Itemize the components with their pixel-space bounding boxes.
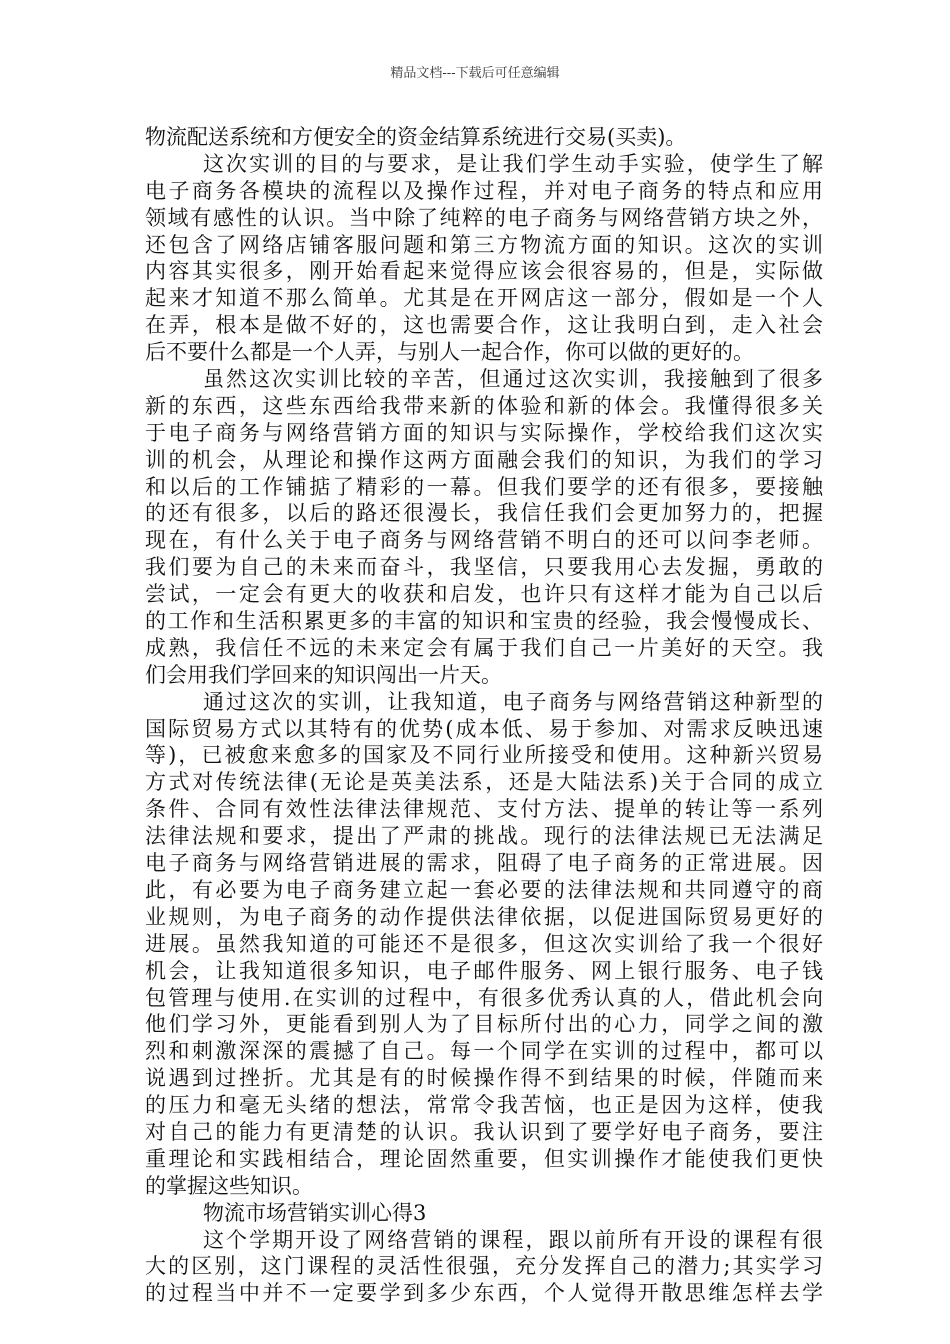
text-line: 法律法规和要求，提出了严肃的挑战。现行的法律法规已无法满足 xyxy=(145,824,823,849)
text-line: 的掌握这些知识。 xyxy=(145,1173,313,1198)
text-line: 现在，有什么关于电子商务与网络营销不明白的还可以问李老师。 xyxy=(145,528,823,553)
text-line: 进展。虽然我知道的可能还不是很多，但这次实训给了我一个很好 xyxy=(145,931,823,956)
text-line: 包管理与使用.在实训的过程中，有很多优秀认真的人，借此机会向 xyxy=(145,985,823,1010)
document-body xyxy=(145,124,823,1307)
text-line: 电子商务与网络营销进展的需求，阻碍了电子商务的正常进展。因 xyxy=(145,851,823,876)
text-line: 在弄，根本是做不好的，这也需要合作，这让我明白到，走入社会 xyxy=(145,313,823,338)
text-line: 他们学习外，更能看到别人为了目标所付出的心力，同学之间的激 xyxy=(145,1012,823,1037)
text-line: 重理论和实践相结合，理论固然重要，但实训操作才能使我们更快 xyxy=(145,1146,823,1171)
text-line: 于电子商务与网络营销方面的知识与实际操作，学校给我们这次实 xyxy=(145,420,823,445)
text-line: 条件、合同有效性法律法律规范、支付方法、提单的转让等一系列 xyxy=(145,797,823,822)
text-line: 后不要什么都是一个人弄，与别人一起合作，你可以做的更好的。 xyxy=(145,340,754,365)
text-line: 们会用我们学回来的知识闯出一片天。 xyxy=(145,662,502,687)
text-line: 训的机会，从理论和操作这两方面融会我们的知识，为我们的学习 xyxy=(145,447,823,472)
section-heading: 物流市场营销实训心得3 xyxy=(203,1200,427,1225)
text-line: 通过这次的实训，让我知道，电子商务与网络营销这种新型的 xyxy=(203,689,823,714)
text-line: 和以后的工作铺掂了精彩的一幕。但我们要学的还有很多，要接触 xyxy=(145,474,823,499)
text-line: 的过程当中并不一定要学到多少东西，个人觉得开散思维怎样去学 xyxy=(145,1281,823,1306)
text-line: 机会，让我知道很多知识，电子邮件服务、网上银行服务、电子钱 xyxy=(145,958,823,983)
text-line: 烈和刺激深深的震撼了自己。每一个同学在实训的过程中，都可以 xyxy=(145,1039,823,1064)
text-line: 内容其实很多，刚开始看起来觉得应该会很容易的，但是，实际做 xyxy=(145,259,823,284)
text-line: 的工作和生活积累更多的丰富的知识和宝贵的经验，我会慢慢成长、 xyxy=(145,609,823,634)
text-line: 成熟，我信任不远的未来定会有属于我们自己一片美好的天空。我 xyxy=(145,635,823,660)
text-line: 业规则，为电子商务的动作提供法律依据，以促进国际贸易更好的 xyxy=(145,904,823,929)
text-line: 说遇到过挫折。尤其是有的时候操作得不到结果的时候，伴随而来 xyxy=(145,1066,823,1091)
text-line: 此，有必要为电子商务建立起一套必要的法律法规和共同遵守的商 xyxy=(145,877,823,902)
text-line: 大的区别，这门课程的灵活性很强，充分发挥自己的潜力;其实学习 xyxy=(145,1254,823,1279)
text-line: 这个学期开设了网络营销的课程，跟以前所有开设的课程有很 xyxy=(203,1227,823,1252)
text-line: 起来才知道不那么简单。尤其是在开网店这一部分，假如是一个人 xyxy=(145,286,823,311)
text-line: 方式对传统法律(无论是英美法系，还是大陆法系)关于合同的成立 xyxy=(145,770,823,795)
text-line: 国际贸易方式以其特有的优势(成本低、易于参加、对需求反映迅速 xyxy=(145,716,823,741)
text-line: 虽然这次实训比较的辛苦，但通过这次实训，我接触到了很多 xyxy=(203,367,823,392)
text-line: 物流配送系统和方便安全的资金结算系统进行交易(买卖)。 xyxy=(145,125,687,149)
page-header: 精品文档---下载后可任意编辑 xyxy=(390,66,560,81)
text-line: 还包含了网络店铺客服问题和第三方物流方面的知识。这次的实训 xyxy=(145,232,823,257)
text-line: 等)，已被愈来愈多的国家及不同行业所接受和使用。这种新兴贸易 xyxy=(145,743,823,768)
text-line: 对自己的能力有更清楚的认识。我认识到了要学好电子商务，要注 xyxy=(145,1119,823,1144)
text-line: 电子商务各模块的流程以及操作过程，并对电子商务的特点和应用 xyxy=(145,178,823,203)
text-line: 的还有很多，以后的路还很漫长，我信任我们会更加努力的，把握 xyxy=(145,501,823,526)
text-line: 领域有感性的认识。当中除了纯粹的电子商务与网络营销方块之外， xyxy=(145,205,823,230)
text-line: 的压力和毫无头绪的想法，常常令我苦恼，也正是因为这样，使我 xyxy=(145,1093,823,1118)
text-line: 尝试，一定会有更大的收获和启发，也许只有这样才能为自己以后 xyxy=(145,582,823,607)
text-line: 新的东西，这些东西给我带来新的体验和新的体会。我懂得很多关 xyxy=(145,393,823,418)
text-line: 我们要为自己的未来而奋斗，我坚信，只要我用心去发掘，勇敢的 xyxy=(145,555,823,580)
text-line: 这次实训的目的与要求，是让我们学生动手实验，使学生了解 xyxy=(203,151,823,176)
